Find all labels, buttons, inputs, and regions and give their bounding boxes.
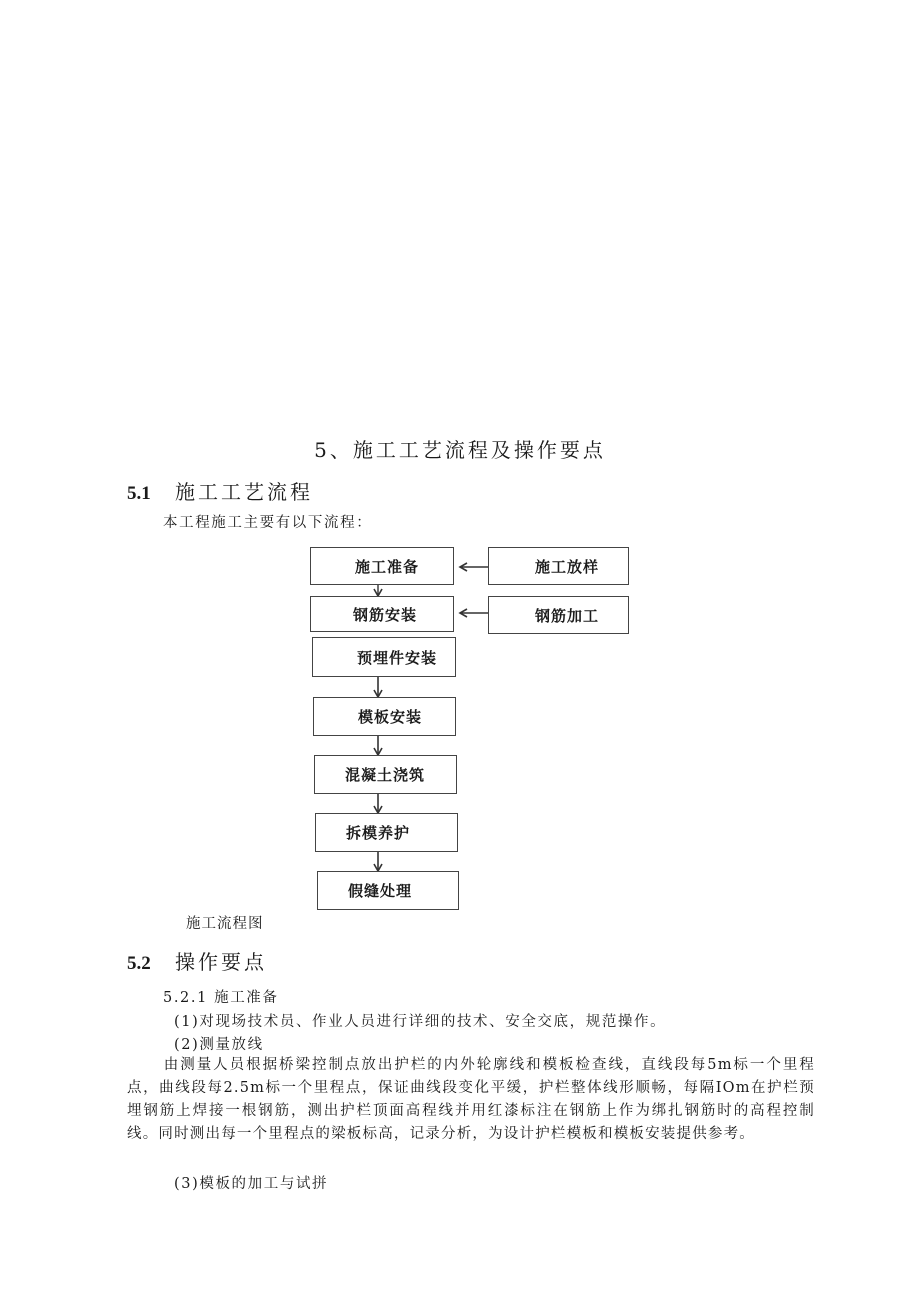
flow-step: 钢筋安装	[310, 596, 454, 632]
heading-5-2-title: 操作要点	[175, 950, 267, 974]
flow-step: 模板安装	[313, 697, 456, 736]
heading-5-1-title: 施工工艺流程	[175, 480, 313, 504]
heading-5-2	[127, 946, 267, 975]
flow-step: 预埋件安装	[312, 637, 456, 677]
subheading-5-2-1: 5.2.1 施工准备	[163, 990, 279, 1006]
flowchart-caption: 施工流程图	[186, 916, 264, 932]
heading-5-2-number: 5.2	[127, 953, 151, 974]
paragraph-text: 由测量人员根据桥梁控制点放出护栏的内外轮廓线和模板检查线，直线段每5m标一个里程点，曲线段每2.5m标一个里程点，保证曲线段变化平缓，护栏整体线形顺畅，每隔IOm在护栏预埋钢筋上焊接一根钢筋，测出护栏顶面高程线并用红漆标注在钢筋上作为绑扎钢筋时的高程控制线。同时测出每一个里程点的梁板标高，记录分析，为设计护栏模板和模板安装提供参考。	[127, 1057, 815, 1142]
section-title: 5、施工工艺流程及操作要点	[314, 438, 606, 462]
intro-text: 本工程施工主要有以下流程：	[163, 515, 373, 531]
heading-5-1-number: 5.1	[127, 483, 151, 504]
list-item-1: (1)对现场技术员、作业人员进行详细的技术、安全交底，规范操作。	[174, 1014, 667, 1030]
flow-side-step: 施工放样	[488, 547, 629, 585]
flow-side-step: 钢筋加工	[488, 596, 629, 634]
body-paragraph	[127, 1054, 815, 1146]
flow-step: 施工准备	[310, 547, 454, 585]
list-item-2: (2)测量放线	[174, 1037, 264, 1053]
list-item-3: (3)模板的加工与试拼	[174, 1176, 329, 1192]
flow-step: 混凝土浇筑	[314, 755, 457, 794]
flow-step: 拆模养护	[315, 813, 458, 852]
flow-step: 假缝处理	[317, 871, 459, 910]
